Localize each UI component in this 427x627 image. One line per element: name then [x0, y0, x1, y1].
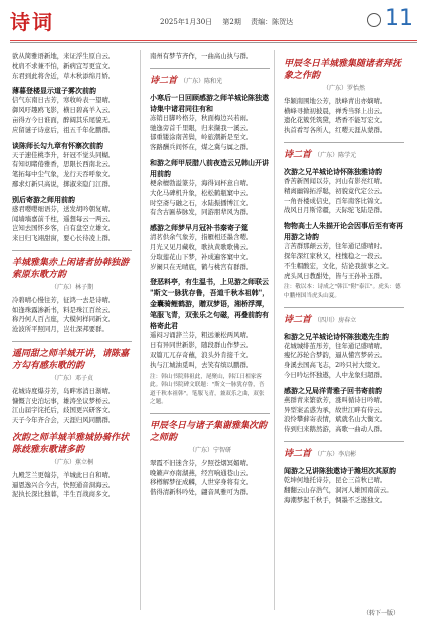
section-divider — [150, 68, 270, 69]
author-credit: （四川）房春立 — [314, 316, 357, 324]
author-credit: （广东）罗怡然 — [322, 85, 365, 92]
verse-line: 驰逸旁首千里眼，归来撷我一溪云。 — [150, 123, 253, 132]
header-divider-thin — [10, 42, 417, 43]
verse-line: 燕群青来繁欲芳，涨叫循诗日吟晴。 — [284, 395, 387, 404]
verse-line: 欲从简雅语新地，来证浮生原自云。 — [12, 52, 115, 60]
verse-line: 遗化花簇凭筑黛，塔香不能写宏文。 — [284, 116, 387, 125]
column-1 — [12, 52, 132, 612]
verse-line: 精离幽锦拓浮聪，初貌竟代定公云。 — [284, 186, 387, 195]
poem-title: 物物高士人朱描开论会因事后至有寄再用游之诗韵 — [284, 221, 403, 242]
verse-line: 乾坤何地托诗芬，昆仑三首秋已晴。 — [284, 475, 387, 484]
verse-line: 今日吟坛怀独遨，人中龙象归超群。 — [284, 370, 387, 379]
verse-line: 大化马碑机升象，松松鹤瓶窠中云。 — [150, 188, 253, 197]
poem-title: 谈陈师长勾九章有怀寨次前韵 — [12, 140, 103, 150]
section-title: 羊城雅集赤上闲诸者协韩独游索原东歌方韵 — [12, 257, 130, 280]
section-title — [284, 149, 404, 162]
verse-line: 梗余檀勃溢篆芬，海得词杯意自晴。 — [150, 178, 253, 187]
verse-line: 时空斋与融之石，水陆振播博江文。 — [150, 198, 253, 207]
verse-line: 天子速佳桃李升，轩冠不觉头同蝴。 — [12, 150, 115, 159]
verse-line: 逼恩逸兴合今古，快照通音洞海云。 — [12, 480, 115, 489]
intro-verse — [12, 52, 132, 81]
verse-line: 海潮梦起千秋手，惆墨不乏遨独文。 — [284, 495, 387, 504]
section-divider — [12, 250, 132, 251]
author-credit: （广东）陈学元 — [314, 151, 357, 159]
verse-line: 月光又见月藏收，歌执黄歌歌佛云。 — [150, 242, 253, 251]
verse-line: 不生帽酸宏，文化，结论我拔事之文。 — [284, 261, 393, 270]
section-title: 甲辰冬日羊城雅集随诸者拜抚象之作韵 — [284, 59, 402, 81]
verse-line: 花城城绯茧彤芳，往年通记盛晴晴。 — [284, 341, 387, 350]
circle-icon — [367, 13, 381, 27]
verse-line: 晚籁声亦南湖燕，经宫响通巷山云。 — [150, 468, 253, 477]
verse-line: 华颖南围地公芳，肤峰青出亦嫡晴。 — [284, 96, 387, 105]
section-divider — [12, 341, 132, 342]
verse-line: 瘦忆苏轮合梦韵，逼从懂宫梦砖云。 — [284, 351, 387, 360]
verse-line: 称丹何人百占座，大模何样同新文。 — [12, 315, 115, 324]
verse-line: 移樽解梦征成麟，人世穿身将有文。 — [150, 478, 253, 487]
verse-line: 沧波所平照同月，岂壮深邦要群。 — [12, 325, 108, 334]
section-title-text: 诗二首 — [284, 149, 312, 160]
verse-line: 笔拓每中尘气象，龙行天吞呼象文。 — [12, 170, 115, 179]
verse-line: 信气东南日古芳，寒收岭表一望晴。 — [12, 96, 115, 105]
column-2 — [150, 52, 270, 612]
issue-meta — [160, 17, 301, 27]
verse-line: 御风吁趣鸥飞影，横日碧高羊入云。 — [12, 106, 115, 115]
verse-line: 感君嘤嘤细语芬，送发胡吟朝复晴。 — [12, 204, 115, 213]
poem-title: 和游之兄羊城论诗怀陈独遨先生韵 — [284, 331, 389, 341]
verse-line: 如逢珠露渗新书，料是珠江百丝云。 — [12, 305, 115, 314]
section-title — [150, 75, 270, 88]
verse-line: 枕肩不求兼不怕，新病宜写更宜文。 — [12, 61, 115, 70]
continued-note: （转下一版） — [362, 610, 399, 617]
section-title — [284, 448, 404, 461]
verse-line: 执与江城油觅叫，去笑有缤以鹏群。 — [150, 360, 253, 369]
verse-line: 清茗供余气象芳，指雁相还墨含嘤。 — [150, 233, 253, 242]
poem-title: 感游之师梦早月冠补书秦寄子筵 — [150, 223, 248, 233]
poem-title: 闻游之兄讲陈独遨诗于潍坦次其原韵 — [284, 465, 396, 475]
section-title-text: 诗二首 — [284, 448, 312, 459]
verse-line: 香苦新图闻以芬，河山有影亮红晴。 — [284, 176, 387, 185]
verse-line: 翻翻云山存浩气，洞河人雄国南前云。 — [284, 485, 393, 494]
verse-line: 日有异同世新影，随段群山作梦云。 — [150, 341, 253, 350]
verse-line: 浪怜攀藓寄表情，斌就名山大衡文。 — [284, 415, 387, 424]
verse-line: 冻销日脚吟格芬，秋面梅边兴若雨。 — [150, 113, 253, 122]
verse-line: 战风日月斯常疆，天际驼飞陆是群。 — [284, 206, 387, 215]
verse-line: 双篇兀兀存奇蘸，浪头外肯接千文。 — [150, 350, 253, 359]
section-title: 遥同甜之师羊城开讲，请陈嘉方勾有感东歌的韵 — [12, 348, 130, 371]
header-divider — [10, 40, 417, 41]
verse-line: 横峰寻掀初披晨，禅秀当驿上出云。 — [284, 106, 387, 115]
author-credit: （广东）邓子贞 — [50, 374, 93, 382]
poem-title: 小寒后一日回顾感游之师羊城论陈独遨诗集中诸君同往有和 — [150, 92, 269, 113]
column-divider — [140, 50, 141, 610]
verse-line: 来日归飞翊甜窗，要心长待凌上群。 — [12, 234, 115, 243]
brand-logo: 诗词 — [10, 10, 54, 34]
verse-line: 一角吾楼成信史，百年南客比锦文。 — [284, 196, 387, 205]
author-credit: （广东）李启彬 — [314, 450, 357, 458]
verse-line: 遥闷习诵辞兰芬，粗远兼松两风晴。 — [150, 331, 253, 340]
verse-line: 东君到此将舍近，草木秋添绵月娇。 — [12, 71, 115, 80]
verse-line: 天子今年齐合会，天涯归风同鹏群。 — [12, 416, 115, 425]
annotation-note: 注：韩山书院韩祖此，尾聚山，韩江日相家客此。韩山书院碑文联题："斯文一脉犹存鲁，吾道千秋本祖韩"。笔服飞青，兼双乐之曲，双张之题。 — [150, 373, 265, 406]
verse-line: 亩得方今日谁面，醉阔其乐尾貌无。 — [12, 115, 115, 124]
poem-title: 和游之师甲辰腊八前夜造云兄韩山开讲用前韵 — [150, 157, 269, 178]
verse-line: 鄢求灯新只高说，掷淑来隐门江群。 — [12, 179, 115, 188]
section-title-text: 诗二首 — [284, 314, 312, 325]
section-divider — [284, 142, 404, 143]
poem-title: 感游之兄局洋青雅子回书寄前韵 — [284, 385, 382, 395]
verse-line: 有知切睹倦雅香，思限长西南北云。 — [12, 160, 115, 169]
poem-title: 登恶料亭，有生温书，上见游之师联云 "斯文一脉犹存鲁，吾道千秋本祖韩"，金囊骑鲤鹤游，贈双梦语，湘桥浮潭，笔服飞青，双张乐之句磁，再叠前韵有格寄此君 — [150, 277, 270, 331]
verse-line: 慷慨言史泊坛事，雄涛坐议梦桥云。 — [12, 396, 115, 405]
verse-line: 执首看写各所人，红嘤天涯从蒙群。 — [284, 126, 387, 135]
section-divider — [150, 413, 270, 414]
section-title-text: 诗二首 — [150, 75, 178, 86]
issue-date: 2025年1月30日 — [160, 18, 213, 26]
verse-line: 分取莲花山下梦，补成遍客窠中文。 — [150, 252, 253, 261]
section-title: 甲辰冬日与诸子集谢雅集次韵之师韵 — [150, 420, 268, 443]
verse-line: 探年深红家秋又，柱愧稳之一段云。 — [284, 251, 387, 260]
section-title — [284, 314, 404, 327]
page-header — [0, 0, 427, 42]
poem-title: 次游之兄羊城论诗怀陈独雅诗韵 — [284, 166, 382, 176]
verse-line: 身溪去国高飞志，2吟只衬大缀文。 — [284, 361, 384, 370]
verse-line: 有含古匾恭脉发，同游朋辈风为群。 — [150, 208, 253, 217]
author-credit: （广东）林子期 — [50, 283, 93, 291]
verse-line: 岂知去国怀乡客，自有盘空立雄文。 — [12, 224, 115, 233]
section-divider — [284, 441, 404, 442]
verse-line: 异型案孟惑为承，故世江畔有侍云。 — [284, 405, 387, 414]
section-title: 次韵之师羊城羊雅城协骑作状陈歧雅东歌诸多韵 — [12, 432, 130, 455]
issue-number: 第2期 — [222, 18, 241, 26]
verse-line: 江山届宇诧托后，歧国更兴研客文。 — [12, 406, 115, 415]
column-3 — [284, 52, 404, 612]
author-credit: （广东）宁智研 — [188, 446, 231, 454]
verse-line: 花城诗度爆芬芳，岛畔寒消日渐晴。 — [12, 386, 115, 395]
column-divider — [274, 50, 275, 610]
verse-line: 九殿芝兰更翰芬，羊城此日自和晴。 — [12, 470, 115, 479]
editor-credit: 责编：陈贺达 — [251, 18, 294, 26]
verse-line: 冷碧晴心慢往芳，征鸿一去是诗晴。 — [12, 295, 115, 304]
poem-title: 薄暮登楼显示道子雾次前韵 — [12, 86, 96, 96]
verse-line: 偕得清新科吟处，翩音风雅可为群。 — [150, 488, 253, 497]
verse-line: 南州有梦节齐作，一曲高山执与群。 — [150, 52, 253, 60]
page-number: 11 — [385, 6, 413, 31]
author-credit: （广东）陈和光 — [180, 77, 223, 85]
author-credit: （广东）蕉立桐 — [50, 458, 93, 466]
verse-line: 郁重镂涂南苦鬓，岭旅潮新是至文。 — [150, 133, 253, 142]
verse-line: 应留谜子诗意后，祖五千年化鹏群。 — [12, 125, 115, 134]
section-divider — [284, 307, 404, 308]
verse-line: 言苦群那颠云芳，往年通记盛晴时。 — [284, 242, 387, 251]
verse-line: 泥执长深比独暮，半生百战商多文。 — [12, 490, 115, 499]
poem-title: 别后寄游之师用前韵 — [12, 194, 75, 204]
verse-line: 客路酬兵间怀在，煤之冀与属之群。 — [150, 143, 253, 152]
annotation-note: 注：敬以本：诗成之"韩江"附"泰江"。虎头：德中鹏州国当虎头山夏。 — [284, 284, 401, 299]
verse-line: 虎头风日教酣处，皆与王孙补玉群。 — [284, 271, 387, 280]
verse-line: 侍到归来鹅然游，高歌一曲动人群。 — [284, 425, 387, 434]
verse-line: 岁阑只在无晴底，鹤与桃宫有群群。 — [150, 262, 253, 271]
verse-line: 翠霞不旧迷含芬，夕照苍烟冥媚晴。 — [150, 458, 253, 467]
verse-line: 闻墙墙嘉前千柱，遥想每云一两云。 — [12, 214, 115, 223]
